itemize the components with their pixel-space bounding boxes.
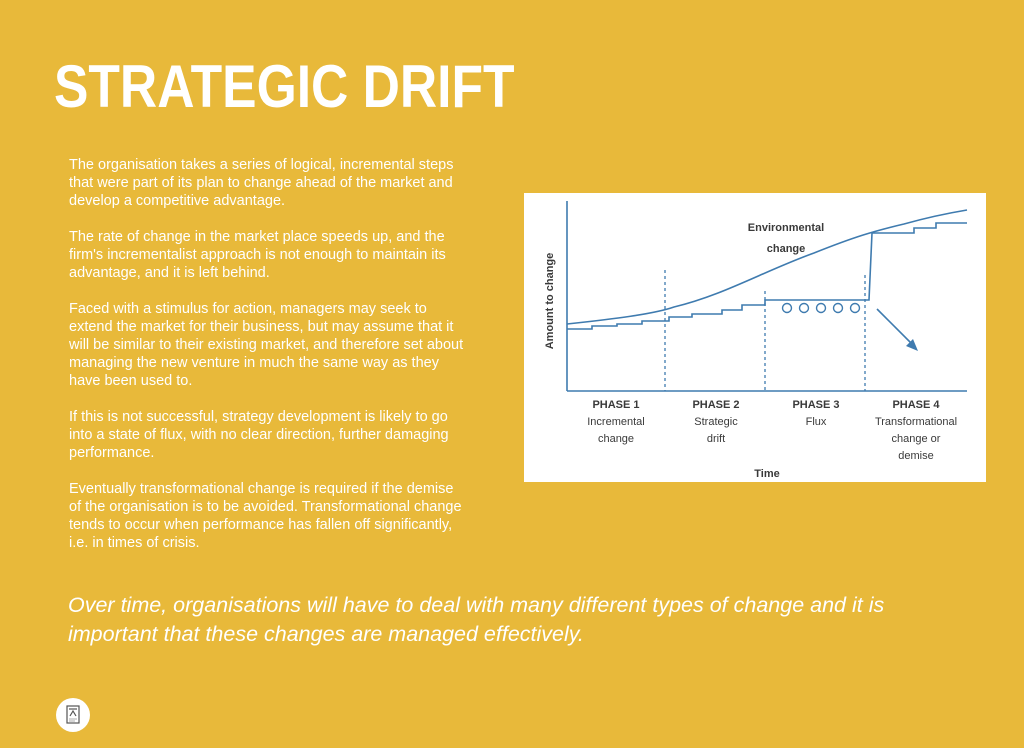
y-axis-label: Amount to change (544, 252, 556, 350)
diagram-canvas (524, 193, 986, 482)
phase-3-line2: Flux (805, 416, 827, 428)
phase-3-title: PHASE 3 (792, 399, 840, 411)
phase-1-line2: Incremental (587, 416, 645, 428)
phase-4-title: PHASE 4 (892, 399, 940, 411)
body-text (69, 156, 469, 570)
document-logo-icon (56, 698, 90, 732)
phase-2-line2: Strategic (694, 416, 738, 428)
closing-quote: Over time, organisations will have to deal with many different types of change and it is important that these changes are managed effectively. (68, 593, 885, 646)
paragraph-transformational: Eventually transformational change is required if the demise of the organisation is to be avoided. Transformational change tends to occur when performance has fallen off significantly, i.e. in times of crisis. (69, 481, 462, 551)
strategy-steps-line (567, 223, 967, 329)
paragraph-stimulus: Faced with a stimulus for action, managers may seek to extend the market for their business, but may assume that it will be similar to their existing market, and therefore set about managing the new venture in much the same way as they have been used to. (69, 301, 464, 389)
phase-2-title: PHASE 2 (692, 399, 740, 411)
slide-title: STRATEGIC DRIFT (54, 53, 515, 120)
paragraph-drift: The rate of change in the market place speeds up, and the firm's incrementalist approach is not enough to maintain its advantage, and it is left behind. (69, 229, 446, 281)
logo-icon (56, 698, 90, 732)
curve-label-change: change (766, 243, 806, 255)
paragraph-incremental: The organisation takes a series of logical, incremental steps that were part of its plan to change ahead of the market and develop a competitive advantage. (69, 157, 454, 209)
flux-loops (783, 304, 860, 313)
phase-1-line3: change (597, 433, 635, 445)
x-axis-label: Time (754, 468, 780, 480)
phase-4-line4: demise (898, 450, 934, 462)
demise-arrow (877, 309, 914, 346)
curve-label-environmental: Environmental (747, 222, 825, 234)
phase-1-title: PHASE 1 (592, 399, 640, 411)
phase-2-line3: drift (706, 433, 726, 445)
paragraph-flux: If this is not successful, strategy development is likely to go into a state of flux, with no clear direction, further damaging performance. (69, 409, 449, 461)
phase-4-line2: Transformational (874, 416, 958, 428)
strategic-drift-diagram (524, 193, 986, 482)
phase-4-line3: change or (891, 433, 941, 445)
